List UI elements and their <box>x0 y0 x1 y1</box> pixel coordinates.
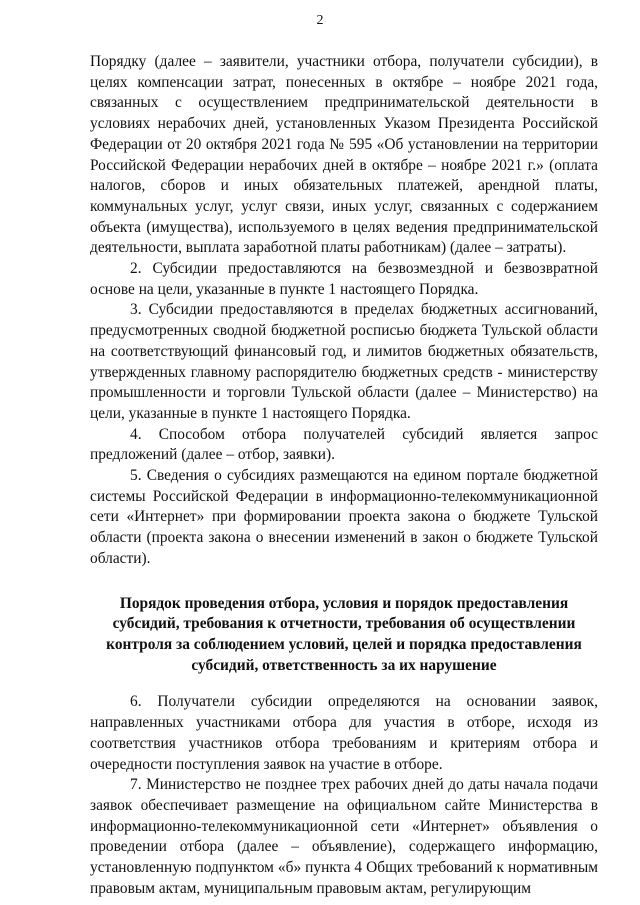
page-number: 2 <box>316 13 324 28</box>
document-body <box>90 52 598 899</box>
paragraph-5: 5. Сведения о субсидиях размещаются на едином портале бюджетной системы Российской Федерации в информационно-телекоммуникационной сети «Интернет» при формировании проекта закона о бюджете Тульской области (проекта закона о внесении изменений в закон о бюджете Тульской области). <box>90 467 598 567</box>
paragraph-1-continuation: Порядку (далее – заявители, участники отбора, получатели субсидии), в целях компенсации затрат, понесенных в октябре – ноябре 2021 года, связанных с осуществлением предпринимательской деятельности в условиях нерабочих дней, установленных Указом Президента Российской Федерации от 20 октября 2021 года № 595 «Об установлении на территории Российской Федерации нерабочих дней в октябре – ноябре 2021 г.» (оплата налогов, сборов и иных обязательных платежей, арендной платы, коммунальных услуг, услуг связи, иных услуг, связанных с содержанием объекта (имущества), используемого в целях ведения предпринимательской деятельности, выплата заработной платы работникам) (далее – затраты). <box>90 53 598 257</box>
paragraph-7: 7. Министерство не позднее трех рабочих дней до даты начала подачи заявок обеспечивает размещение на официальном сайте Министерства в информационно-телекоммуникационной сети «Интернет» объявления о проведении отбора (далее – объявление), содержащего информацию, установленную подпунктом «б» пункта 4 Общих требований к нормативным правовым актам, муниципальным правовым актам, регулирующим <box>90 776 598 897</box>
section-heading: Порядок проведения отбора, условия и порядок предоставления субсидий, требования к отчетности, требования об осуществлении контроля за соблюдением условий, целей и порядка предоставления субсидий, ответственность за их нарушение <box>106 594 582 674</box>
paragraph-2: 2. Субсидии предоставляются на безвозмездной и безвозвратной основе на цели, указанные в пункте 1 настоящего Порядка. <box>90 260 598 298</box>
paragraph-6: 6. Получатели субсидии определяются на основании заявок, направленных участниками отбора для участия в отборе, исходя из соответствия участников отбора требованиям и критериям отбора и очередности поступления заявок на участие в отборе. <box>90 693 598 773</box>
paragraph-3: 3. Субсидии предоставляются в пределах бюджетных ассигнований, предусмотренных сводной бюджетной росписью бюджета Тульской области на соответствующий финансовый год, и лимитов бюджетных обязательств, утвержденных главному распорядителю бюджетных средств - министерству промышленности и торговли Тульской области (далее – Министерство) на цели, указанные в пункте 1 настоящего Порядка. <box>90 301 598 422</box>
paragraph-4: 4. Способом отбора получателей субсидий является запрос предложений (далее – отбор, заявки). <box>90 425 598 464</box>
